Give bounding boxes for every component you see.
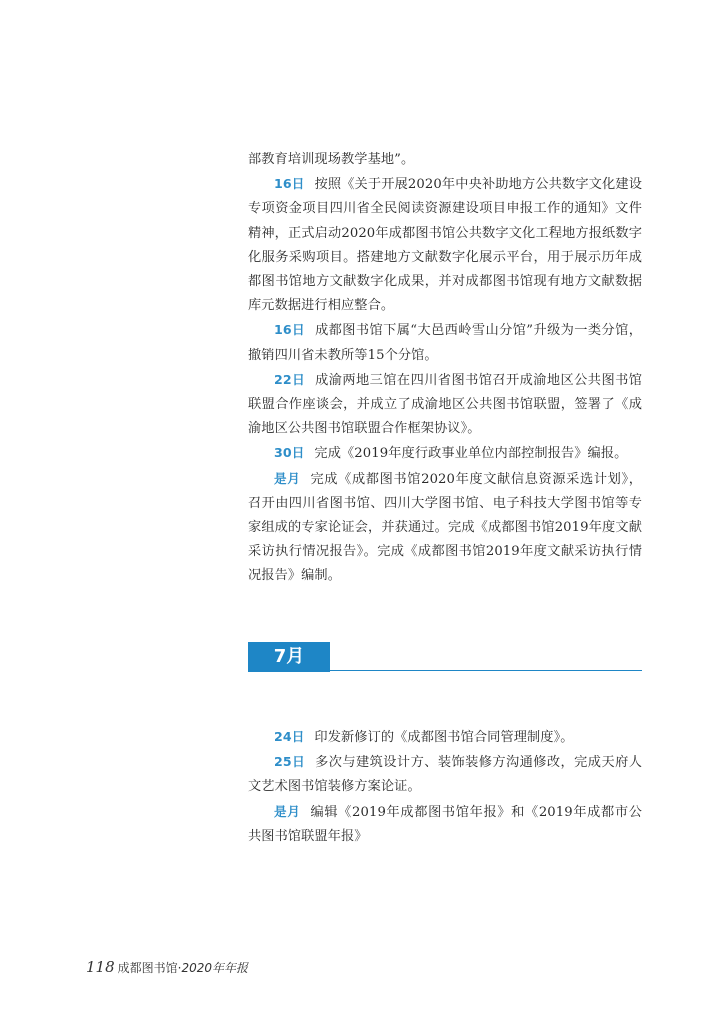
- entry-text: 完成《成都图书馆2020年度文献信息资源采选计划》，召开由四川省图书馆、四川大学图书馆、电子科技大学图书馆等专家组成的专家论证会，并获通过。完成《成都图书馆2019年度文献采访执行情况报告》。完成《成都图书馆2019年度文献采访执行情况报告》编制。: [248, 471, 642, 584]
- entry-july-this-month: [248, 800, 642, 849]
- entry-june-this-month: [248, 467, 642, 589]
- entry-june-30: [248, 441, 642, 466]
- entry-day-label: 24日: [274, 729, 305, 744]
- entry-text: 编辑《2019年成都图书馆年报》和《2019年成都市公共图书馆联盟年报》: [248, 804, 642, 844]
- entry-text: 印发新修订的《成都图书馆合同管理制度》。: [314, 730, 574, 745]
- entry-july-24: [248, 725, 642, 750]
- footer-separator: ·: [177, 961, 182, 975]
- entry-june-16-a: [248, 172, 642, 318]
- entry-text: 按照《关于开展2020年中央补助地方公共数字文化建设专项资金项目四川省全民阅读资源建设项目申报工作的通知》文件精神，正式启动2020年成都图书馆公共数字文化工程地方报纸数字化服务采购项目。搭建地方文献数字化展示平台，用于展示历年成都图书馆地方文献数字化成果，并对成都图书馆现有地方文献数据库元数据进行相应整合。: [248, 177, 642, 314]
- entry-day-label: 25日: [274, 754, 306, 770]
- entry-day-label: 16日: [274, 176, 305, 192]
- june-entries: [248, 148, 642, 589]
- entry-day-label: 22日: [274, 371, 306, 387]
- page-footer: [86, 958, 248, 976]
- page-number: 118: [86, 958, 115, 976]
- entry-text: 成都图书馆下属“大邑西岭雪山分馆”升级为一类分馆，撤销四川省未教所等15个分馆。: [248, 323, 643, 363]
- month-heading-label: 7月: [273, 646, 305, 667]
- entry-june-16-b: [248, 318, 642, 367]
- month-heading-rule: [330, 670, 642, 671]
- entry-day-label: 30日: [274, 445, 305, 461]
- entry-june-22: [248, 368, 642, 442]
- entry-text: 完成《2019年度行政事业单位内部控制报告》编报。: [314, 446, 628, 462]
- footer-library-name: 成都图书馆: [117, 961, 178, 975]
- entry-day-label: 是月: [274, 803, 301, 819]
- entry-text: 多次与建筑设计方、装饰装修方沟通修改，完成天府人文艺术图书馆装修方案论证。: [248, 755, 643, 795]
- entry-day-label: 是月: [274, 470, 301, 486]
- july-entries: [248, 725, 642, 849]
- month-heading: [248, 642, 642, 672]
- entry-day-label: 16日: [274, 322, 306, 338]
- footer-year-report: 2020年年报: [181, 961, 249, 975]
- entry-july-25: [248, 750, 642, 799]
- continuation-paragraph: 部教育培训现场教学基地”。: [248, 152, 415, 167]
- entry-text: 成渝两地三馆在四川省图书馆召开成渝地区公共图书馆联盟合作座谈会，并成立了成渝地区公共图书馆联盟，签署了《成渝地区公共图书馆联盟合作框架协议》。: [248, 372, 643, 437]
